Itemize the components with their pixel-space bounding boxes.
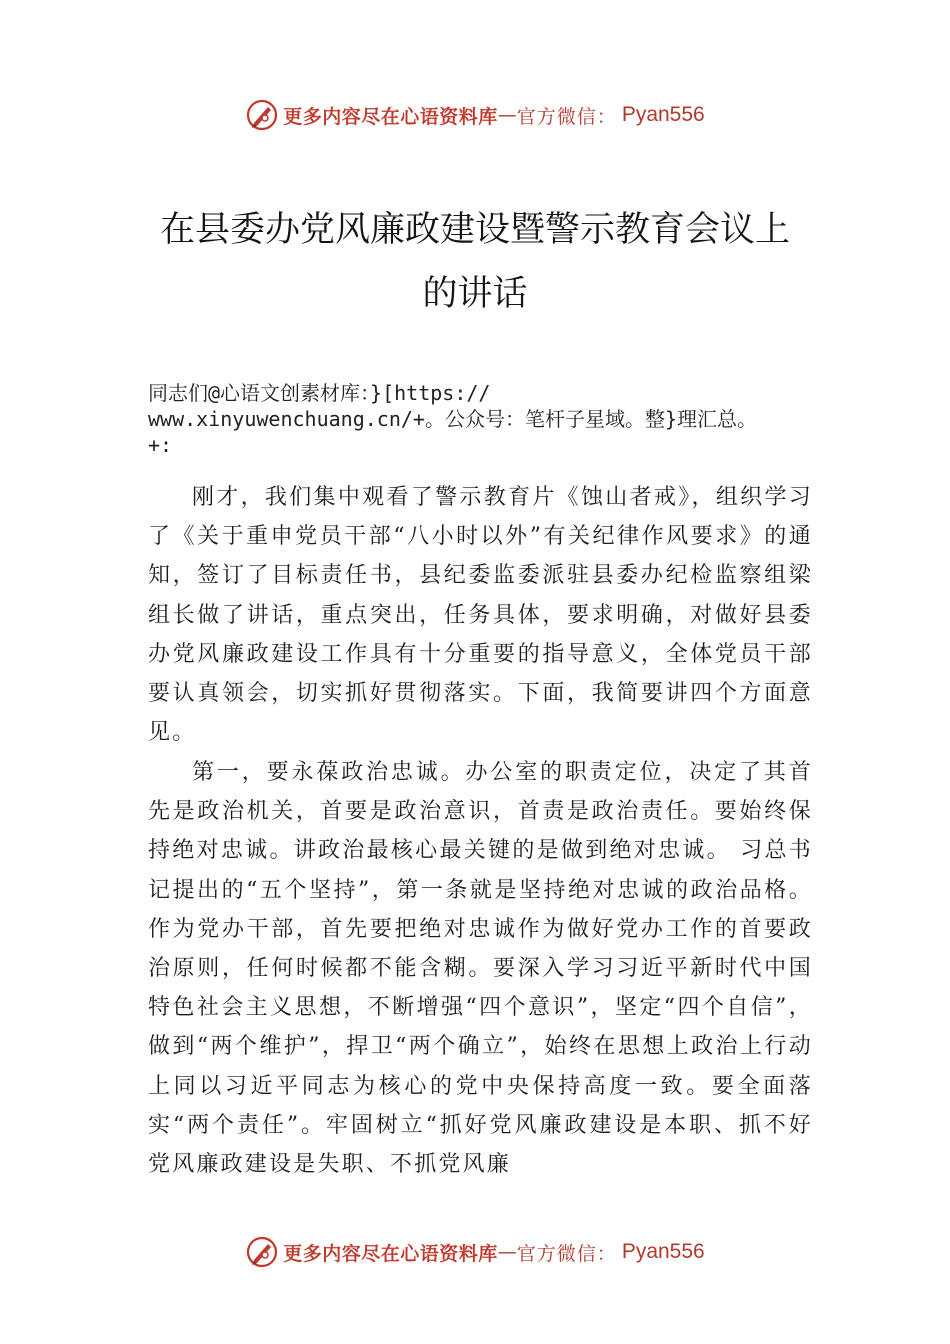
body-paragraph-1: 刚才，我们集中观看了警示教育片《蚀山者戒》，组织学习了《关于重申党员干部“八小时以外”有关纪律作风要求》的通知，签订了目标责任书，县纪委监委派驻县委办纪检监察组梁组长做了讲话，重点突出，任务具体，要求明确，对做好县委办党风廉政建设工作具有十分重要的指导意义，全体党员干部要认真领会，切实抓好贯彻落实。下面，我简要讲四个方面意见。 <box>148 485 813 746</box>
body-paragraph-2: 第一，要永葆政治忠诚。办公室的职责定位，决定了其首先是政治机关，首要是政治意识，首责是政治责任。要始终保持绝对忠诚。讲政治最核心最关键的是做到绝对忠诚。 习总书记提出的“五个坚持”，第一条就是坚持绝对忠诚的政治品格。作为党办干部，首先要把绝对忠诚作为做好党办工作的首要政治原则，任何时候都不能含糊。要深入学习习近平新时代中国特色社会主义思想，不断增强“四个意识”，坚定“四个自信”，做到“两个维护”，捍卫“两个确立”，始终在思想上政治上行动上同以习近平同志为核心的党中央保持高度一致。要全面落实“两个责任”。牢固树立“抓好党风廉政建设是本职、抓不好党风廉政建设是失职、不抓党风廉 <box>148 760 813 1178</box>
intro-block <box>148 380 848 458</box>
footer-brand-text: 更多内容尽在心语资料库 <box>283 1242 498 1265</box>
title-line-2: 的讲话 <box>422 274 528 314</box>
footer-banner <box>0 1232 950 1272</box>
header-banner <box>0 95 950 135</box>
footer-wechat-id: Pyan556 <box>621 1240 705 1263</box>
footer-wechat-label: 官方微信 <box>516 1242 597 1265</box>
pen-logo-icon <box>245 98 279 132</box>
document-title <box>148 198 802 326</box>
footer-dash: — <box>497 1241 517 1263</box>
banner-brand-text: 更多内容尽在心语资料库 <box>283 105 498 128</box>
banner-dash: — <box>497 104 517 126</box>
intro-line-2: www.xinyuwenchuang.cn/+。公众号：笔杆子星域。整}理汇总。 <box>148 407 757 431</box>
intro-line-1: 同志们@心语文创素材库：}[https:// <box>148 381 491 405</box>
title-line-1: 在县委办党风廉政建设暨警示教育会议上 <box>159 210 790 250</box>
footer-colon: ： <box>596 1242 616 1265</box>
banner-colon: ： <box>596 105 616 128</box>
intro-line-3: +: <box>148 433 173 457</box>
banner-wechat-label: 官方微信 <box>516 105 597 128</box>
pen-logo-icon <box>245 1235 279 1269</box>
banner-wechat-id: Pyan556 <box>621 103 705 126</box>
